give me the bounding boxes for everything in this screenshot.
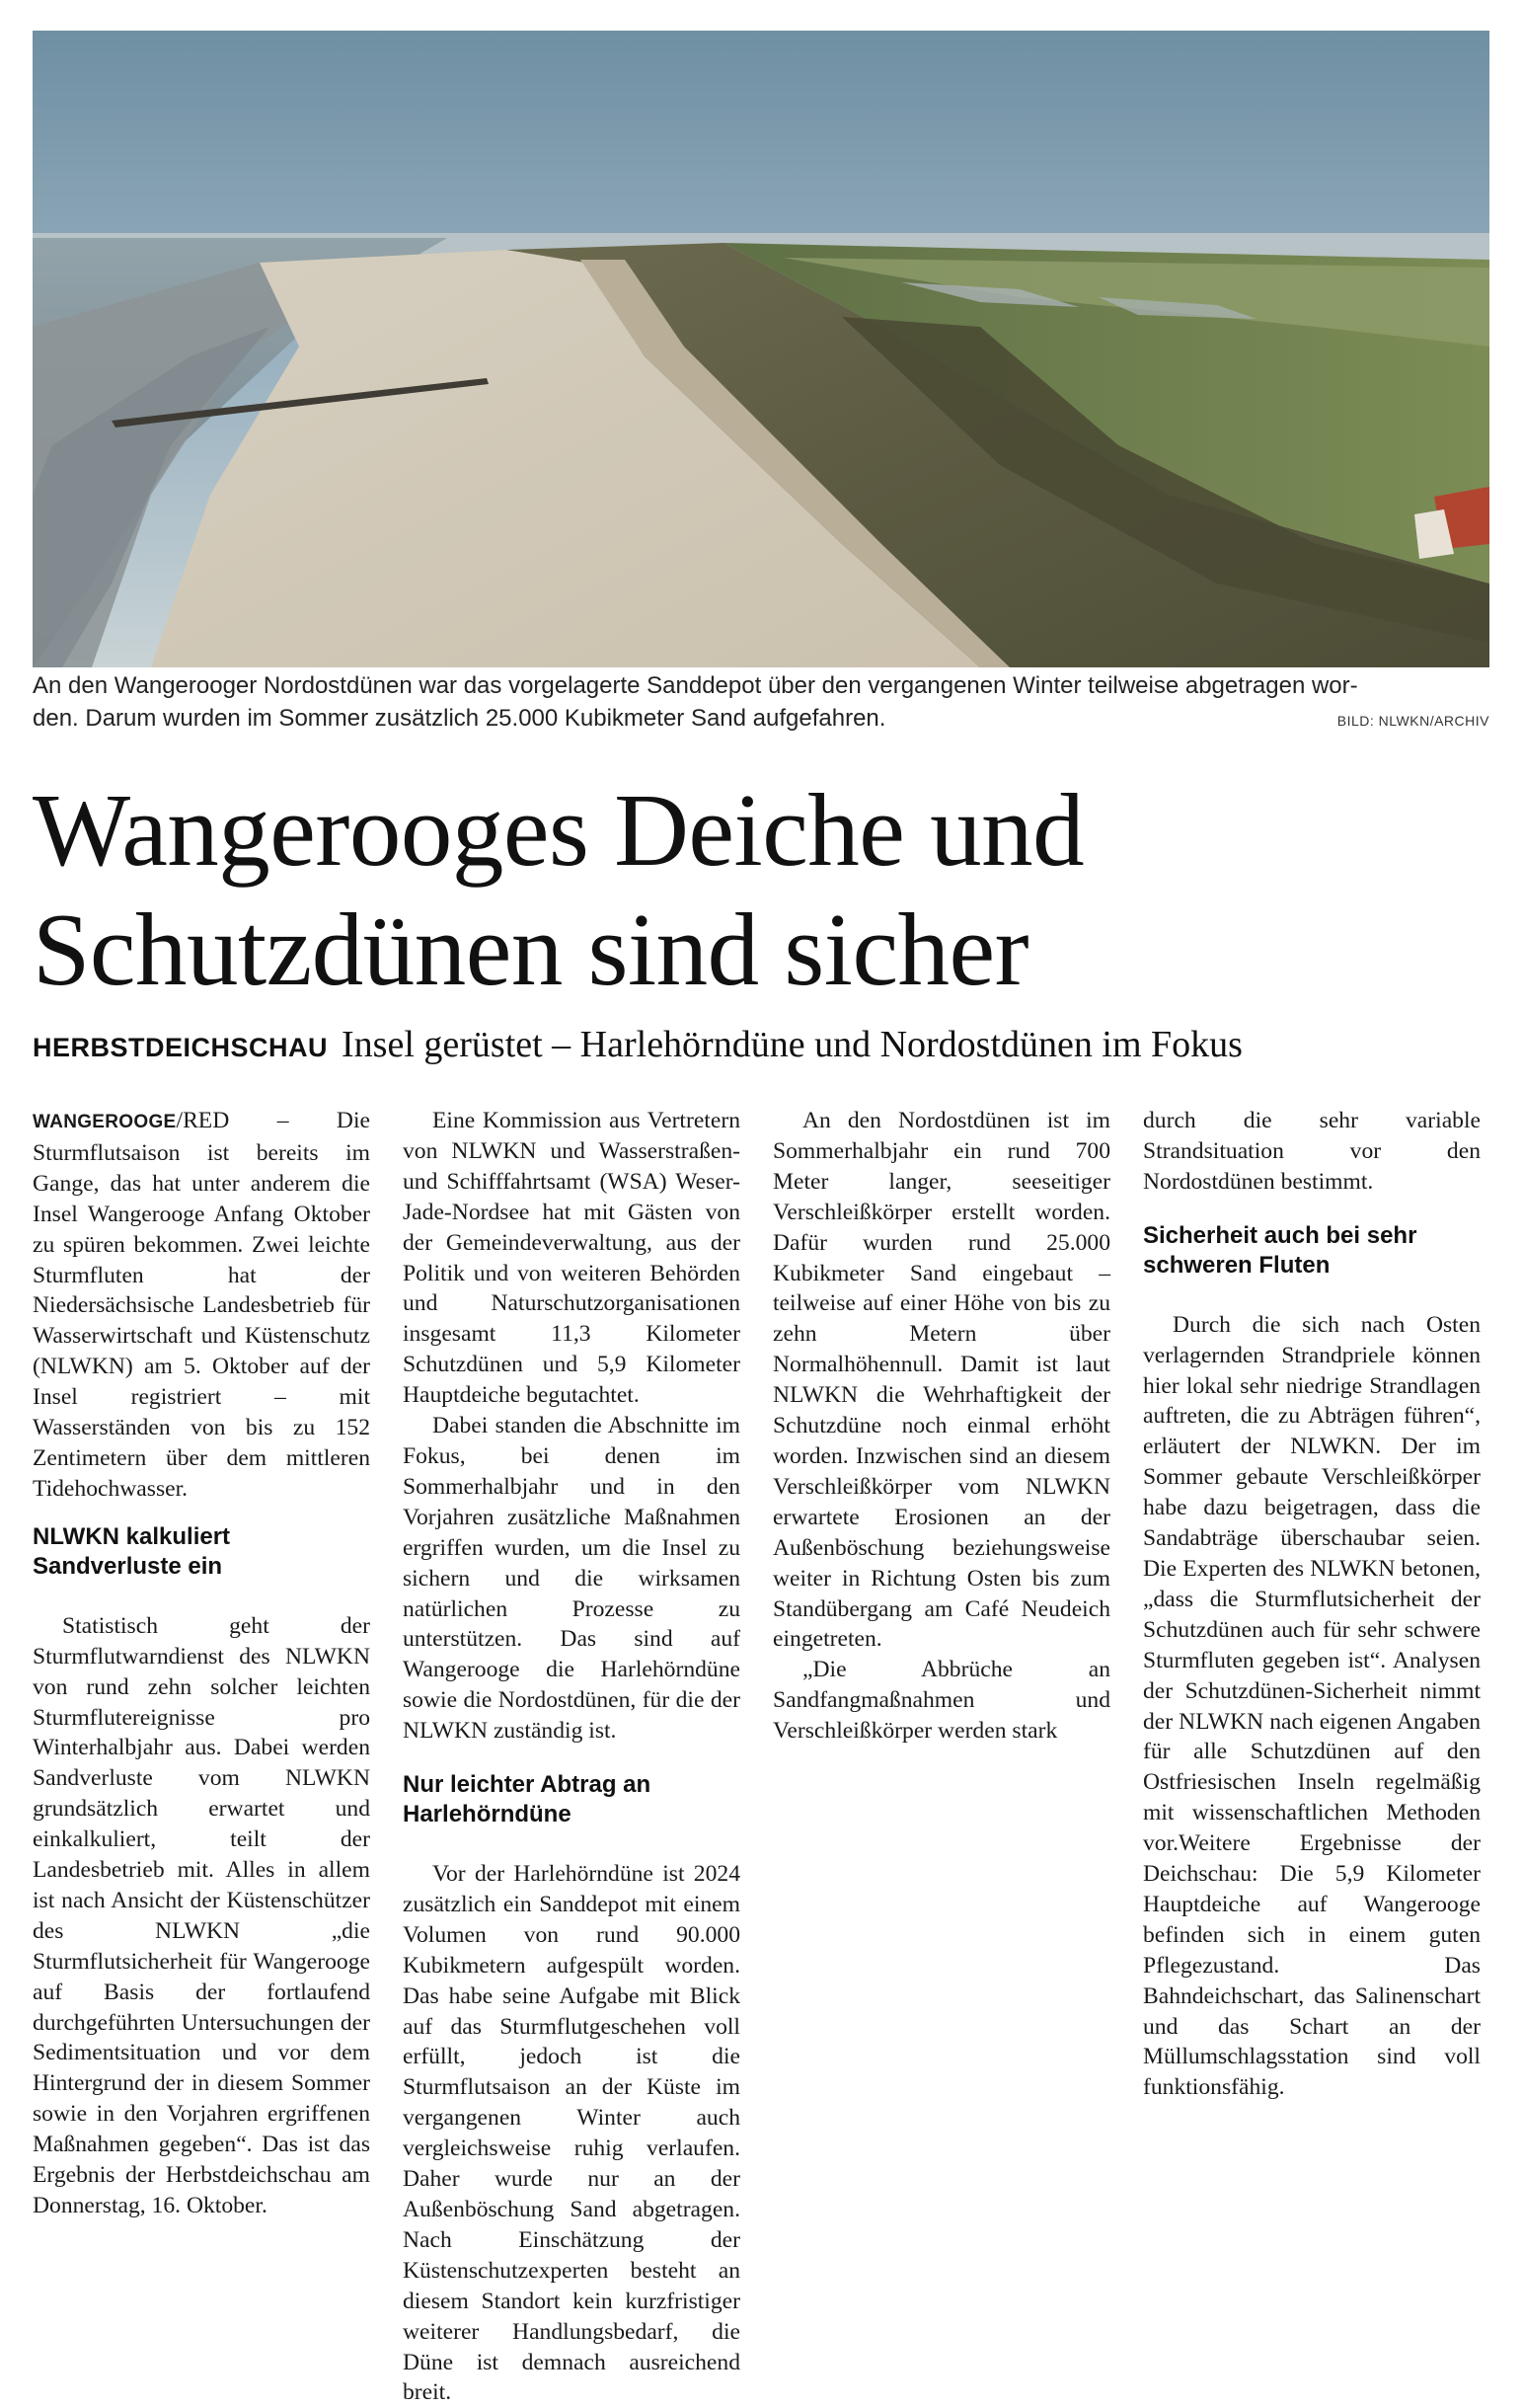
article-photo [33,31,1489,667]
paragraph-5: An den Nordostdünen ist im Sommerhalbjahr ein rund 700 Meter langer, seeseitiger Verschleißkörper erstellt worden. Dafür wurden rund 25.000 Kubikmeter Sand eingebaut – teilweise auf einer Höhe von bis zu zehn Metern über Normalhöhennull. Damit ist laut NLWKN die Wehrhaftigkeit der Schutzdüne noch einmal erhöht worden. Inzwischen sind an diesem Verschleißkörper vom NLWKN erwartete Erosionen an der Außenböschung beziehungsweise weiter in Richtung Osten bis zum Standübergang am Café Neudeich eingetreten. [773,1108,1110,1653]
intro-text: – Die Sturmflutsaison ist bereits im Gange, das hat unter anderem die Insel Wangerooge Anfang Oktober zu spüren bekommen. Zwei leichte Sturmfluten hat der Niedersächsische Landesbetrieb für Wasserwirtschaft und Küstenschutz (NLWKN) am 5. Oktober auf der Insel registriert – mit Wasserständen von bis zu 152 Zentimetern über dem mittleren Tidehochwasser. [33,1108,370,1502]
aerial-coast-photo-icon [33,31,1489,667]
caption-line-1: An den Wangerooger Nordostdünen war das vorgelagerte Sanddepot über den vergangenen Winter teilweise abgetragen wor- [33,672,1358,699]
subheading-1: NLWKN kalkuliert Sandverluste ein [33,1522,231,1580]
column-4 [1143,1106,1481,2103]
subheadline [33,1023,1489,1066]
deck: Insel gerüstet – Harlehörndüne und Nordostdünen im Fokus [342,1024,1243,1065]
paragraph-6-end: durch die sehr variable Strandsituation vor den Nordostdünen bestimmt. [1143,1108,1481,1195]
dateline-suffix: /RED [176,1108,230,1133]
kicker: HERBSTDEICHSCHAU [33,1033,329,1062]
subheading-2: Nur leichter Abtrag an Harlehörndüne [403,1771,651,1828]
headline-line-2: Schutzdünen sind sicher [33,892,1029,1007]
paragraph-7: Durch die sich nach Osten verlagernden Strandpriele können hier lokal sehr niedrige Strandlagen auftreten, die zu Abträgen führen“, erläutert der NLWKN. Der im Sommer gebaute Verschleißkörper habe dazu beigetragen, dass die Sandabträge überschaubar seien. Die Experten des NLWKN betonen, „dass die Sturmflutsicherheit der Schutzdünen auch für sehr schwere Sturmfluten gegeben ist“. Analysen der Schutzdünen-Sicherheit nimmt der NLWKN nach eigenen Angaben für alle Schutzdünen auf den Ostfriesischen Inseln regelmäßig mit wissenschaftlichen Methoden vor.Weitere Ergebnisse der Deichschau: Die 5,9 Kilometer Hauptdeiche auf Wangerooge befinden sich in einem guten Pflegezustand. Das Bahndeichschart, das Salinenschart und das Schart an der Müllumschlagsstation sind voll funktionsfähig. [1143,1311,1481,2101]
column-2 [403,1106,740,2406]
column-3 [773,1106,1110,1747]
subheading-3: Sicherheit auch bei sehr schweren Fluten [1143,1221,1417,1279]
photo-caption [33,669,1489,738]
dateline: WANGEROOGE [33,1112,177,1132]
headline [33,770,1489,1009]
column-1 [33,1106,370,2218]
caption-line-2-row [33,702,1489,738]
photo-credit: BILD: NLWKN/ARCHIV [1336,713,1489,729]
intro-paragraph [33,1106,370,1505]
caption-line-2: den. Darum wurden im Sommer zusätzlich 25.000 Kubikmeter Sand aufgefahren. [33,705,886,732]
paragraph-6-start: „Die Abbrüche an Sandfangmaßnahmen und Verschleißkörper werden stark [773,1657,1110,1745]
paragraph-3: Dabei standen die Abschnitte im Fokus, bei denen im Sommerhalbjahr und in den Vorjahren zusätzliche Maßnahmen ergriffen wurden, um die Insel zu sichern und die wirksamen natürlichen Prozesse zu unterstützen. Das sind auf Wangerooge die Harlehörndüne sowie die Nordostdünen, für die der NLWKN zuständig ist. [403,1413,740,1745]
paragraph-4: Vor der Harlehörndüne ist 2024 zusätzlich ein Sanddepot mit einem Volumen von rund 90.000 Kubikmetern aufgespült worden. Das habe seine Aufgabe mit Blick auf das Sturmflutgeschehen voll erfüllt, jedoch ist die Sturmflutsaison an der Küste im vergangenen Winter auch vergleichsweise ruhig verlaufen. Daher wurde nur an der Außenböschung Sand abgetragen. Nach Einschätzung der Küstenschutzexperten besteht an diesem Standort kein kurzfristiger weiterer Handlungsbedarf, die Düne ist demnach ausreichend breit. [403,1861,740,2406]
paragraph-2: Eine Kommission aus Vertretern von NLWKN und Wasserstraßen- und Schifffahrtsamt (WSA) Weser-Jade-Nordsee hat mit Gästen von der Gemeindeverwaltung, aus der Politik und von weiteren Behörden und Naturschutzorganisationen insgesamt 11,3 Kilometer Schutzdünen und 5,9 Kilometer Hauptdeiche begutachtet. [403,1108,740,1409]
headline-line-1: Wangerooges Deiche und [33,772,1085,888]
paragraph-1: Statistisch geht der Sturmflutwarndienst des NLWKN von rund zehn solcher leichten Sturmflutereignisse pro Winterhalbjahr aus. Dabei werden Sandverluste vom NLWKN grundsätzlich erwartet und einkalkuliert, teilt der Landesbetrieb mit. Alles in allem ist nach Ansicht der Küstenschützer des NLWKN „die Sturmflutsicherheit für Wangerooge auf Basis der fortlaufend durchgeführten Untersuchungen der Sedimentsituation und vor dem Hintergrund der in diesem Sommer sowie in den Vorjahren ergriffenen Maßnahmen gegeben“. Das ist das Ergebnis der Herbstdeichschau am Donnerstag, 16. Oktober. [33,1612,370,2218]
